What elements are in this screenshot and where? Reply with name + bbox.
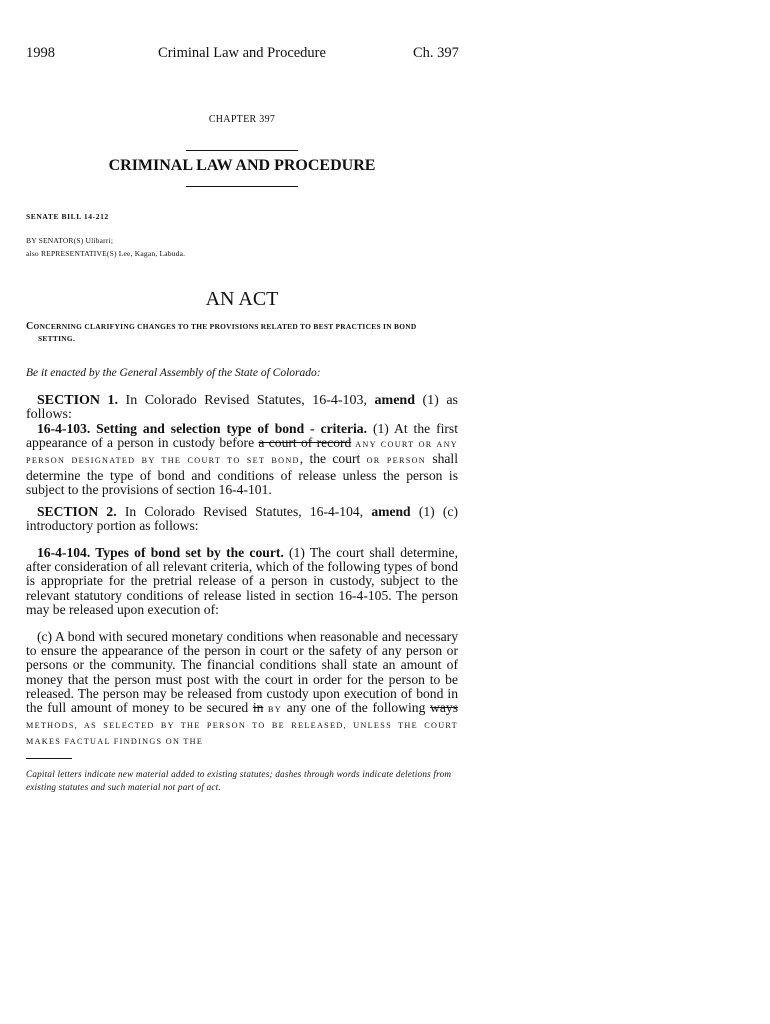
statute-heading: 16-4-104. Types of bond set by the court.	[37, 545, 284, 560]
enacting-clause: Be it enacted by the General Assembly of the State of Colorado:	[26, 367, 321, 379]
title-rule-bottom	[186, 186, 298, 187]
header-title: Criminal Law and Procedure	[158, 45, 326, 61]
added-text: BY	[263, 705, 282, 715]
header-year: 1998	[26, 45, 55, 61]
statute-text: any one of the following	[282, 700, 431, 716]
section-1-text: In Colorado Revised Statutes, 16-4-103,	[118, 393, 375, 408]
header-chapter-ref: Ch. 397	[413, 45, 459, 61]
deleted-text: ways	[430, 700, 458, 716]
house-sponsors: also REPRESENTATIVE(S) Lee, Kagan, Labuda.	[26, 249, 186, 258]
statute-text: (c) A bond with secured monetary conditions when reasonable and necessary to ensure the appearance of the person in court or the safety of any person or persons or the community. The financial conditions shall state an amount of money that the person must post with the court in order for the person to be released. The person may be released from custody upon execution of bond in the full amount of money to be secured	[26, 629, 458, 716]
deleted-text: a court of record	[258, 435, 352, 451]
section-1-amend: amend	[374, 393, 415, 408]
statute-text: (1) The court shall determine, after consideration of all relevant criteria, which of the following types of bond is appropriate for the pretrial release of a person in custody, subject to the relevant statutory conditions of release listed in section 16-4-105. The person may be released upon execution of:	[26, 545, 458, 617]
section-2-amend: amend	[371, 504, 411, 519]
added-text: METHODS, AS SELECTED BY THE PERSON TO BE RELEASED, UNLESS THE COURT MAKES FACTUAL FINDINGS ON THE	[26, 721, 458, 747]
deleted-text: in	[252, 700, 264, 716]
main-title: CRIMINAL LAW AND PROCEDURE	[108, 157, 376, 174]
statute-16-4-103	[26, 422, 458, 497]
section-2-text: In Colorado Revised Statutes, 16-4-104,	[116, 504, 372, 519]
section-2-text-end: (1) (c) introductory portion as follows:	[26, 504, 458, 534]
act-title	[26, 321, 466, 345]
senate-sponsors: BY SENATOR(S) Ulibarri;	[26, 236, 114, 245]
statute-16-4-104-1c	[26, 630, 458, 750]
bill-number: SENATE BILL 14-212	[26, 212, 109, 221]
act-title-line2: SETTING.	[38, 334, 76, 343]
act-title-initial: C	[26, 321, 34, 332]
section-2-intro	[26, 505, 458, 533]
act-heading: AN ACT	[205, 288, 279, 310]
added-text: ANY COURT OR ANY PERSON DESIGNATED BY THE COURT TO SET BOND	[26, 440, 458, 466]
statute-text: , the court	[299, 451, 367, 467]
title-rule-top	[186, 150, 298, 151]
section-2-label: SECTION 2.	[37, 504, 117, 519]
footnote-rule	[26, 758, 72, 759]
statute-heading: 16-4-103. Setting and selection type of bond - criteria.	[37, 421, 367, 436]
added-text: OR PERSON	[366, 456, 427, 466]
statute-text: shall determine the type of bond and conditions of release unless the person is subject to the provisions of section 16-4-101.	[26, 451, 458, 497]
statute-text: (1) At the first appearance of a person in custody before	[26, 421, 458, 451]
section-1-intro	[26, 394, 458, 422]
act-title-text: ONCERNING CLARIFYING CHANGES TO THE PROVISIONS RELATED TO BEST PRACTICES IN BOND	[33, 322, 417, 331]
section-1-label: SECTION 1.	[37, 393, 119, 408]
footnote: Capital letters indicate new material added to existing statutes; dashes through words indicate deletions from existing statutes and such material not part of act.	[26, 769, 452, 792]
chapter-label: CHAPTER 397	[208, 114, 276, 125]
statute-16-4-104	[26, 546, 458, 617]
section-1-text-end: (1) as follows:	[26, 393, 458, 423]
